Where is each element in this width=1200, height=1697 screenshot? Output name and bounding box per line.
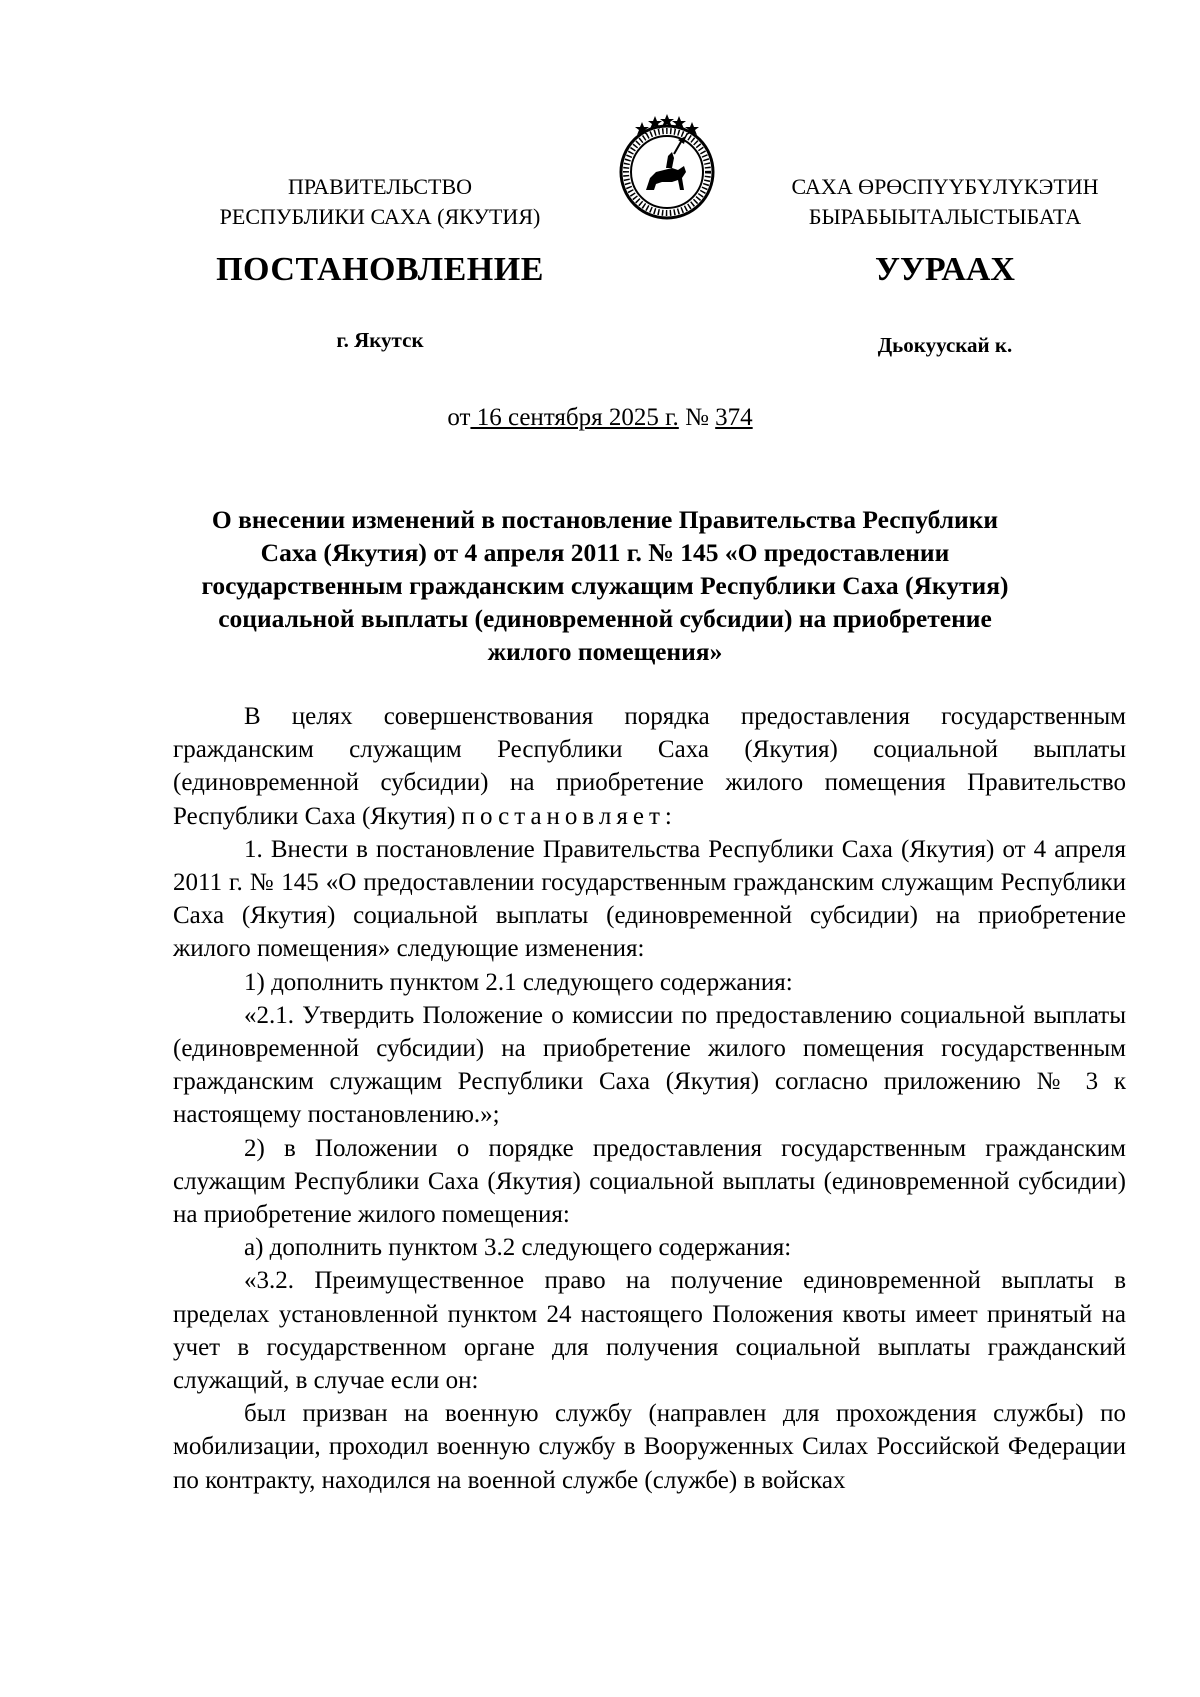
header-left-line2: РЕСПУБЛИКИ САХА (ЯКУТИЯ): [219, 204, 541, 229]
city-yakut: Дьокуускай к.: [877, 333, 1013, 357]
doc-type-russian: ПОСТАНОВЛЕНИЕ: [216, 251, 544, 288]
title-line: О внесении изменений в постановление Правительства Республики: [211, 505, 999, 534]
paragraph-preamble: [173, 700, 1126, 833]
title-line: Саха (Якутия) от 4 апреля 2011 г. № 145 «О предоставлении: [260, 538, 950, 567]
paragraph-subitem-1: 1) дополнить пунктом 2.1 следующего содержания:: [244, 968, 793, 996]
title-line: жилого помещения»: [487, 637, 723, 666]
document-date-number: [0, 404, 1200, 432]
document-date: 16 сентября 2025 г.: [470, 404, 679, 431]
document-body: [173, 700, 1126, 1497]
date-prefix: от: [447, 404, 471, 431]
resolves-word: постановляет: [461, 802, 665, 830]
paragraph-mobilization: был призван на военную службу (направлен для прохождения службы) по мобилизации, проходил военную службу в Вооруженных Силах Российской Федерации по контракту, находился на военной службе (службе) в войсках: [173, 1400, 1126, 1494]
paragraph-subitem-2: 2) в Положении о порядке предоставления государственным гражданским служащим Республики Саха (Якутия) социальной выплаты (единовременной субсидии) на приобретение жилого помещения:: [173, 1134, 1126, 1229]
title-line: государственным гражданским служащим Республики Саха (Якутия): [201, 571, 1009, 600]
header-right-line2: БЫРАБЫЫТАЛЫСТЫБАТА: [808, 204, 1082, 229]
document-title: [180, 503, 1030, 668]
header-right-line1: САХА ӨРӨСПҮҮБҮЛҮКЭТИН: [791, 174, 1099, 199]
number-sign: №: [678, 404, 716, 431]
paragraph-item-1: 1. Внести в постановление Правительства Республики Саха (Якутия) от 4 апреля 2011 г. № 145 «О предоставлении государственным гражданским служащим Республики Саха (Якутия) социальной выплаты (единовременной субсидии) на приобретение жилого помещения» следующие изменения:: [173, 835, 1126, 963]
coat-of-arms-sakha-icon: [612, 112, 722, 222]
header-left-authority: [170, 172, 590, 232]
header-left-line1: ПРАВИТЕЛЬСТВО: [287, 174, 473, 199]
title-line: социальной выплаты (единовременной субсидии) на приобретение: [218, 604, 992, 633]
preamble-end: :: [664, 802, 672, 830]
header-right-authority: [745, 172, 1145, 232]
city-russian: г. Якутск: [336, 328, 424, 352]
document-number: 374: [715, 404, 753, 431]
paragraph-subitem-a: а) дополнить пунктом 3.2 следующего содержания:: [244, 1234, 792, 1262]
doc-type-yakut: УУРААХ: [875, 251, 1015, 288]
paragraph-quote-3-2: «3.2. Преимущественное право на получение единовременной выплаты в пределах установленной пунктом 24 настоящего Положения квоты имеет принятый на учет в государственном органе для получения социальной выплаты гражданский служащий, в случае если он:: [173, 1267, 1126, 1395]
paragraph-quote-2-1: «2.1. Утвердить Положение о комиссии по предоставлению социальной выплаты (единовременной субсидии) на приобретение жилого помещения государственным гражданским служащим Республики Саха (Якутия) согласно приложению № 3 к настоящему постановлению.»;: [173, 1001, 1126, 1129]
preamble-text: В целях совершенствования порядка предоставления государственным гражданским служащим Республики Саха (Якутия) социальной выплаты (единовременной субсидии) на приобретение жилого помещения Правительство Республики Саха (Якутия): [173, 703, 1126, 830]
